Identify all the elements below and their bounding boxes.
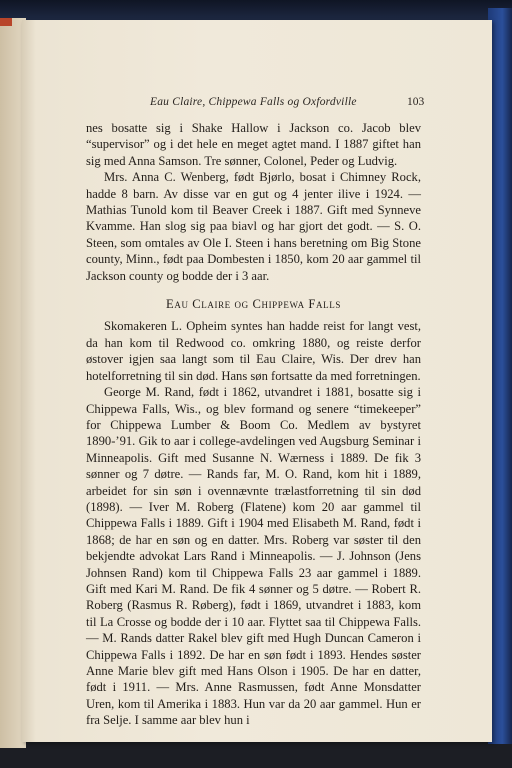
- book-cover-top-edge: [0, 0, 512, 22]
- section-heading: Eau Claire og Chippewa Falls: [166, 297, 341, 312]
- paragraph: Mrs. Anna C. Wenberg, født Bjørlo, bosat i Chimney Rock, hadde 8 barn. Av disse var en gut og 4 jenter ilive i 1924. — Mathias Tunold kom til Beaver Creek i 1887. Gift med Synneve Kvamme. Han slog sig paa biavl og har gjort det godt. — S. O. Steen, som omtales av Ole I. Steen i hans beretning om Big Stone county, Minn., født paa Dombesten i 1850, kom 20 aar gammel til Jackson county og bodde der i 3 aar.: [86, 170, 421, 283]
- page-number: 103: [407, 96, 425, 108]
- running-head: Eau Claire, Chippewa Falls og Oxfordville: [150, 96, 357, 108]
- paragraph-continued: nes bosatte sig i Shake Hallow i Jackson co. Jacob blev “supervisor” og i det hele en meget agtet mand. I 1887 giftet han sig med Anna Samson. Tre sønner, Colonel, Peder og Ludvig.: [86, 121, 421, 168]
- bookmark-tab: [0, 18, 12, 26]
- body-text: [86, 120, 421, 729]
- paragraph: George M. Rand, født i 1862, utvandret i 1881, bosatte sig i Chippewa Falls, Wis., og blev formand og senere “timekeeper” for Chippewa Lumber & Boom Co. Medlem av bystyret 1890-’91. Gik to aar i college-avdelingen ved Augsburg Seminar i Minneapolis. Gift med Susanne N. Wærness i 1889. De fik 3 sønner og 7 døtre. — Rands far, M. O. Rand, kom hit i 1889, arbeidet for sin søn i ovennævnte trælastforretning til sin død (1898). — Iver M. Roberg (Flatene) kom 20 aar gammel til Chippewa Falls i 1889. Gift i 1904 med Elisabeth M. Rand, født i 1868; de har en søn og en datter. Mrs. Roberg var søster til den bekjendte advokat Lars Rand i Minneapolis. — J. Johnson (Jens Johnsen Rand) kom til Chippewa Falls 23 aar gammel i 1889. Gift med Kari M. Rand. De fik 4 sønner og 5 døtre. — Robert R. Roberg (Rasmus R. Røberg), født i 1869, utvandret i 1883, kom til La Crosse og bodde der i 10 aar. Flyttet saa til Chippewa Falls. — M. Rands datter Rakel blev gift med Hugh Duncan Cameron i Chippewa Falls i 1892. De har en søn født i 1893. Hendes søster Anne Marie blev gift med Hans Olson i 1905. De har en datter, født i 1911. — Mrs. Anne Rasmussen, født Anne Monsdatter Uren, kom til Amerika i 1883. Hun var da 20 aar gammel. Hun er fra Selje. I samme aar blev hun i: [86, 385, 421, 728]
- paragraph: Skomakeren L. Opheim syntes han hadde reist for langt vest, da han kom til Redwood co. omkring 1880, og reiste derfor østover igjen saa langt som til Eau Claire, Wis. Der drev han hotelforretning til sin død. Hans søn fortsatte da med forretningen.: [86, 319, 421, 383]
